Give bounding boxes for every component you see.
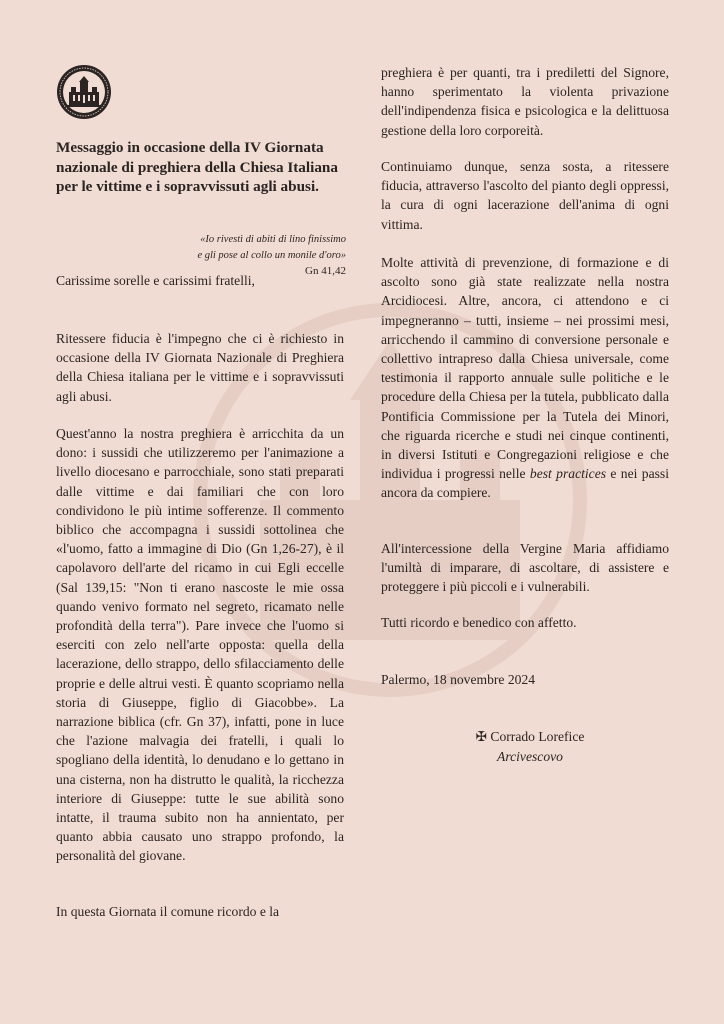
epigraph-reference: Gn 41,42: [305, 265, 346, 277]
epigraph-line: «Io rivestì di abiti di lino finissimo: [200, 234, 346, 245]
paragraph-text: e nei passi ancora da compiere.: [381, 466, 669, 501]
closing-line: Tutti ricordo e benedico con affetto.: [381, 615, 577, 630]
paragraph: Continuiamo dunque, senza sosta, a ritessere fiducia, attraverso l'ascolto del pianto degli oppressi, la cura di ogni lacerazione dell'anima di ogni vittima.: [381, 159, 669, 232]
paragraph-text: Molte attività di prevenzione, di formazione e di ascolto sono già state realizzate nella nostra Arcidiocesi. Altre, ancora, ci attendono e ci impegneranno – tutti, insieme – nei prossimi mesi, arricchendo il cammino di conversione personale e collettivo intrapreso dalla Chiesa universale, come testimonia il rapporto annuale sulle politiche e le procedure della Chiesa per la tutela, pubblicato dalla Pontificia Commissione per la Tutela dei Minori, che riguarda ricerche e studi nei cinque continenti, in diversi Istituti e Congregazioni religiose e che individua i progressi nelle: [381, 255, 669, 482]
signature-name: Corrado Lorefice: [490, 729, 585, 744]
place-date: Palermo, 18 novembre 2024: [381, 672, 536, 687]
signature: [460, 727, 600, 766]
epigraph-line: e gli pose al collo un monile d'oro»: [197, 249, 346, 261]
cathedral-seal-icon: [56, 64, 112, 120]
paragraph-italic-text: best practices: [529, 466, 607, 482]
paragraph: Quest'anno la nostra preghiera è arricchita da un dono: i sussidi che utilizzeremo per l'animazione a livello diocesano e parrocchiale, sono stati preparati dalle vittime e dai familiari che con loro condividono le più intime sofferenze. Il commento biblico che accompagna i sussidi sottolinea che «l'uomo, fatto a immagine di Dio (Gn 1,26-27), è il capolavoro dell'arte del ricamo in cui Egli eccelle (Sal 139,15: "Non ti erano nascoste le mie ossa quando venivo formato nel segreto, ricamato nelle profondità della terra"). Pare invece che l'uomo si eserciti con zelo nell'arte opposta: quella della lacerazione, dello strappo, dello sfilacciamento delle proprie e delle altrui vesti. È quanto scopriamo nella storia di Giuseppe, figlio di Giacobbe». La narrazione biblica (cfr. Gn 37), infatti, pone in luce che l'azione malvagia dei fratelli, i quali lo spogliano della identità, lo denudano e lo gettano in una cisterna, non ha distrutto le qualità, la ricchezza interiore di Giuseppe: tutte le sue abilità sono intatte, il trauma subito non ha annientato, per quanto abbia causato uno strappo profondo, la personalità del giovane.: [56, 426, 344, 864]
greeting: Carissime sorelle e carissimi fratelli,: [56, 273, 255, 288]
paragraph: All'intercessione della Vergine Maria affidiamo l'umiltà di imparare, di ascoltare, di assistere e proteggere i più piccoli e i vulnerabili.: [381, 541, 669, 595]
paragraph: preghiera è per quanti, tra i prediletti del Signore, hanno sperimentato la violenta privazione dell'indipendenza fisica e psicologica e la delittuosa gestione della loro corporeità.: [381, 65, 669, 138]
paragraph: Ritessere fiducia è l'impegno che ci è richiesto in occasione della IV Giornata Nazionale di Preghiera della Chiesa italiana per le vittime e i sopravvissuti agli abusi.: [56, 331, 344, 404]
cross-icon: ✠: [475, 729, 487, 744]
page-title: Messaggio in occasione della IV Giornata nazionale di preghiera della Chiesa Italiana per le vittime e i sopravvissuti agli abusi.: [56, 139, 338, 195]
paragraph: In questa Giornata il comune ricordo e la: [56, 904, 280, 919]
paragraph: [381, 253, 669, 503]
signature-role: Arcivescovo: [497, 748, 563, 764]
